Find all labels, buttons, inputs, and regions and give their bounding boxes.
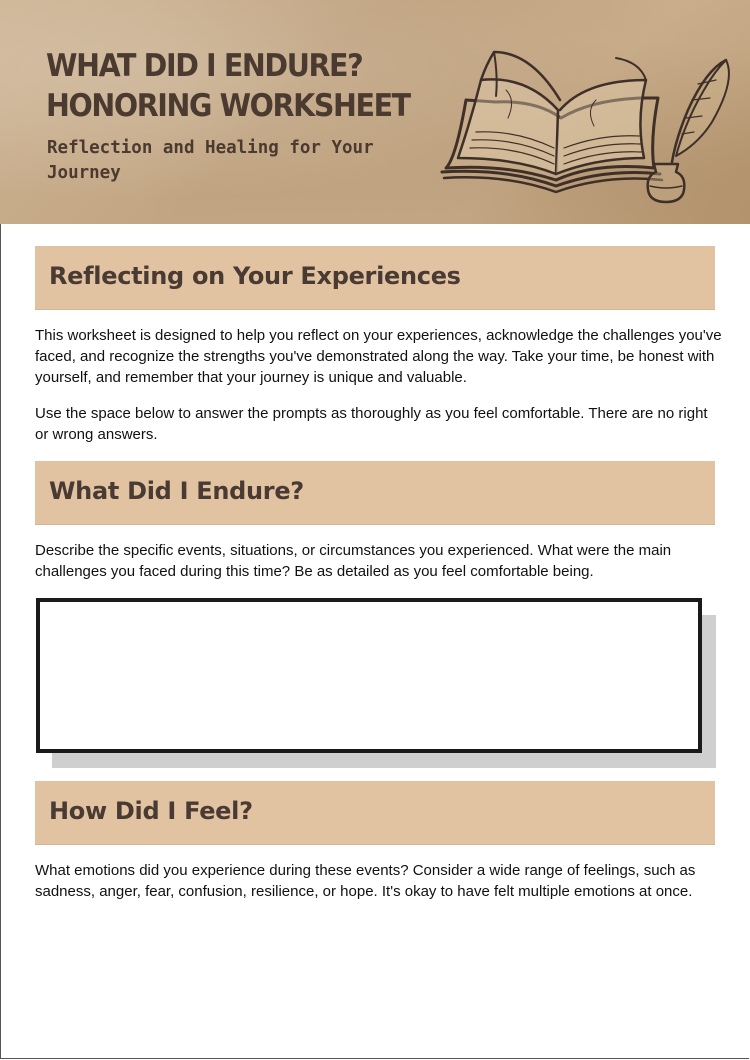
section-header-reflecting bbox=[35, 246, 715, 310]
intro-paragraph: This worksheet is designed to help you reflect on your experiences, acknowledge the challenges you've faced, and recognize the strengths you've demonstrated along the way. Take your time, be honest with yourself, and remember that your journey is unique and valuable. bbox=[35, 327, 722, 386]
section-heading: Reflecting on Your Experiences bbox=[49, 262, 461, 290]
worksheet-subtitle: Reflection and Healing for Your Journey bbox=[47, 138, 374, 183]
title-line-1: WHAT DID I ENDURE? bbox=[46, 48, 363, 84]
open-book-icon bbox=[436, 40, 736, 210]
worksheet-title bbox=[46, 46, 410, 126]
endure-answer-field[interactable] bbox=[36, 598, 702, 753]
worksheet-header bbox=[0, 0, 750, 224]
endure-prompt: Describe the specific events, situations, or circumstances you experienced. What were the main challenges you faced during this time? Be as detailed as you feel comfortable being. bbox=[35, 542, 672, 580]
section-heading: How Did I Feel? bbox=[49, 797, 253, 825]
feel-prompt: What emotions did you experience during these events? Consider a wide range of feelings, such as sadness, anger, fear, confusion, resilience, or hope. It's okay to have felt multiple emotions at once. bbox=[35, 862, 696, 900]
section-header-feel bbox=[35, 781, 715, 845]
instructions-paragraph: Use the space below to answer the prompts as thoroughly as you feel comfortable. There are no right or wrong answers. bbox=[35, 405, 708, 443]
section-header-endure bbox=[35, 461, 715, 525]
section-heading: What Did I Endure? bbox=[49, 477, 304, 505]
title-line-2: HONORING WORKSHEET bbox=[46, 88, 410, 124]
